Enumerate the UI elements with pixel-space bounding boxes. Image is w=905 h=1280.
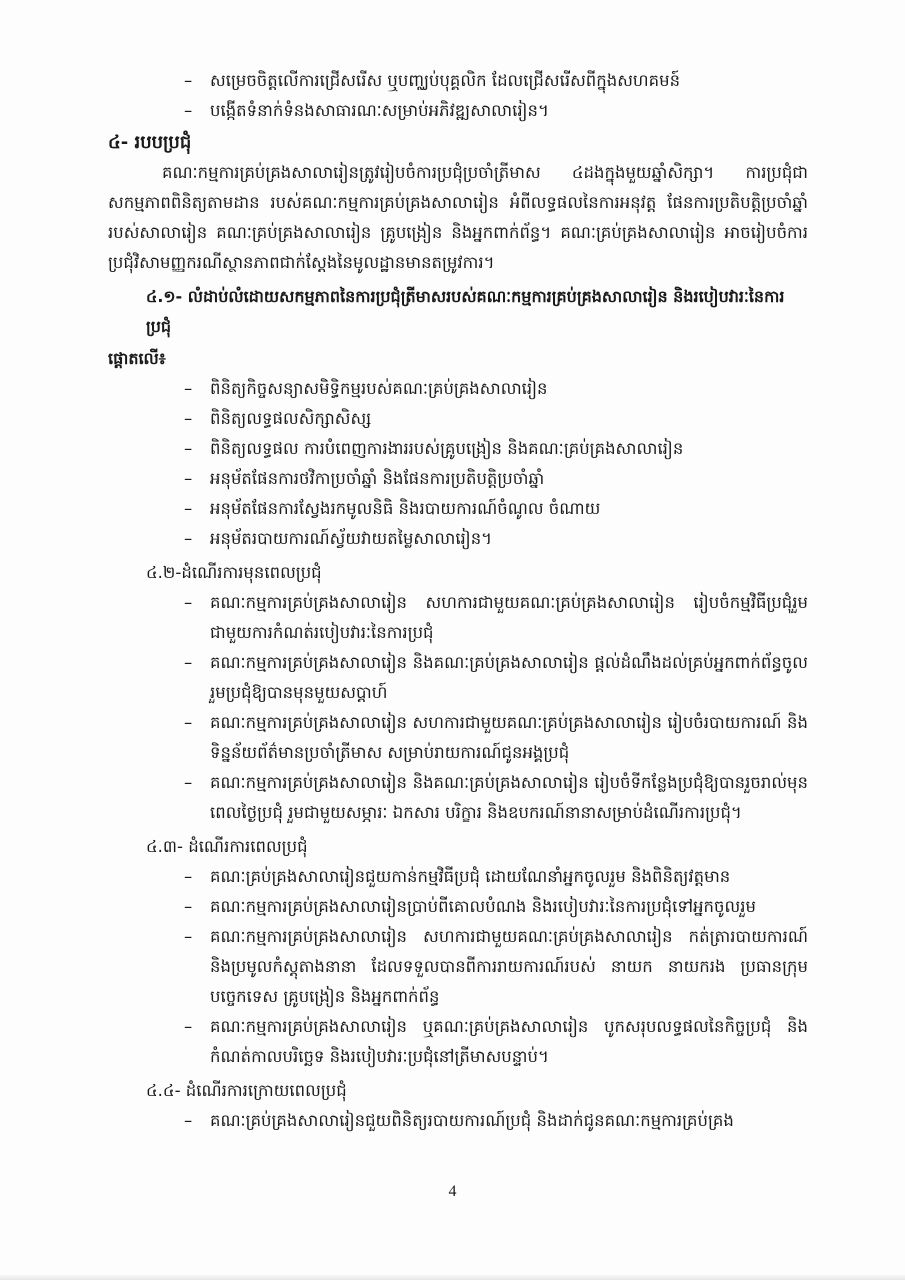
bullet-dash: – — [184, 867, 193, 886]
bullet-dash: – — [184, 1111, 193, 1130]
list-item-text: អនុម័តរបាយការណ៍ស្វ័យវាយតម្លៃសាលារៀន។ — [210, 529, 493, 548]
subsection-heading-continuation: ផ្តោតលើ៖ — [108, 349, 166, 368]
list-item-text: គណៈកម្មការគ្រប់គ្រងសាលារៀន សហការជាមួយគណៈគ្រប់គ្រងសាលារៀន រៀបចំរបាយការណ៍ និងទិន្នន័យព័ត៌មានប្រចាំត្រីមាស សម្រាប់រាយការណ៍ជូនអង្គប្រជុំ — [210, 713, 808, 762]
subsection-heading: ៤.៤- ដំណើរការក្រោយពេលប្រជុំ — [146, 1081, 347, 1100]
section-paragraph: គណៈកម្មការគ្រប់គ្រងសាលារៀនត្រូវរៀបចំការប្រជុំប្រចាំត្រីមាស ៤ដងក្នុងមួយឆ្នាំសិក្សា។ ការប្រជុំជាសកម្មភាពពិនិត្យតាមដាន របស់គណៈកម្មការគ្រប់គ្រងសាលារៀន អំពីលទ្ធផលនៃការអនុវត្ត ផែនការប្រតិបត្តិប្រចាំឆ្នាំរបស់សាលារៀន គណៈគ្រប់គ្រងសាលារៀន គ្រូបង្រៀន និងអ្នកពាក់ព័ន្ធ។ គណៈគ្រប់គ្រងសាលារៀន អាចរៀបចំការប្រជុំវិសាមញ្ញករណីស្ថានភាពជាក់ស្តែងនៃមូលដ្ឋានមានតម្រូវការ។ — [108, 163, 808, 272]
subsection-heading: ៤.២-ដំណើរការមុនពេលប្រជុំ — [146, 563, 322, 582]
list-item — [108, 524, 808, 554]
bullet-dash: – — [184, 529, 193, 548]
bullet-dash: – — [184, 897, 193, 916]
list-item-text: គណៈកម្មការគ្រប់គ្រងសាលារៀនប្រាប់ពីគោលបំណង និងរបៀបវារៈនៃការប្រជុំទៅអ្នកចូលរួម — [210, 897, 756, 916]
bullet-dash: – — [184, 499, 193, 518]
bullet-dash: – — [184, 101, 193, 120]
list-item — [108, 708, 808, 768]
bullet-dash: – — [184, 469, 193, 488]
list-item — [108, 434, 808, 464]
bullet-dash: – — [184, 653, 193, 672]
bullet-dash: – — [184, 773, 193, 792]
bullet-dash: – — [184, 71, 193, 90]
page-number: 4 — [448, 1183, 457, 1200]
subsection-heading: ៤.៣- ដំណើរការពេលប្រជុំ — [146, 837, 308, 856]
list-item — [108, 96, 808, 126]
bullet-dash: – — [184, 927, 193, 946]
list-item — [108, 494, 808, 524]
list-item-text: គណៈកម្មការគ្រប់គ្រងសាលារៀន សហការជាមួយគណៈគ្រប់គ្រងសាលារៀន កត់ត្រារបាយការណ៍ និងប្រមូលកំស្តុតាងនានា ដែលទទួលបានពីការរាយការណ៍របស់ នាយក នាយករង ប្រធានក្រុមបច្ចេកទេស គ្រូបង្រៀន និងអ្នកពាក់ព័ន្ធ — [210, 927, 808, 1006]
list-item — [108, 374, 808, 404]
bullet-dash: – — [184, 713, 193, 732]
list-item-text: បង្កើតទំនាក់ទំនងសាធារណៈសម្រាប់អភិវឌ្ឍសាលារៀន។ — [210, 101, 549, 120]
scan-edge — [0, 1274, 905, 1280]
list-item — [108, 1012, 808, 1072]
bullet-dash: – — [184, 593, 193, 612]
list-item-text: គណៈកម្មការគ្រប់គ្រងសាលារៀន និងគណៈគ្រប់គ្រងសាលារៀន ផ្តល់ដំណឹងដល់គ្រប់អ្នកពាក់ព័ន្ធចូលរួមប្រជុំឱ្យបានមុនមួយសប្តាហ៍ — [210, 653, 808, 702]
list-item-text: គណៈកម្មការគ្រប់គ្រងសាលារៀន ឬគណៈគ្រប់គ្រងសាលារៀន បូកសរុបលទ្ធផលនៃកិច្ចប្រជុំ និងកំណត់កាលបរិច្ឆេទ និងរបៀបវារៈប្រជុំនៅត្រីមាសបន្ទាប់។ — [210, 1017, 808, 1066]
bullet-dash: – — [184, 439, 193, 458]
list-item-text: គណៈកម្មការគ្រប់គ្រងសាលារៀន និងគណៈគ្រប់គ្រងសាលារៀន រៀបចំទីកន្លែងប្រជុំឱ្យបានរួចរាល់មុនពេលថ្ងៃប្រជុំ រួមជាមួយសម្ភារៈ ឯកសារ បរិក្ខារ និងឧបករណ៍នានាសម្រាប់ដំណើរការប្រជុំ។ — [210, 773, 808, 822]
list-item-text: គណៈកម្មការគ្រប់គ្រងសាលារៀន សហការជាមួយគណៈគ្រប់គ្រងសាលារៀន រៀបចំកម្មវិធីប្រជុំរួមជាមួយការកំណត់របៀបវារៈនៃការប្រជុំ — [210, 593, 808, 642]
subsection-heading: ៤.១- លំដាប់លំដោយសកម្មភាពនៃការប្រជុំត្រីមាសរបស់គណៈកម្មការគ្រប់គ្រងសាលារៀន និងរបៀបវារៈនៃការប្រជុំ — [146, 287, 785, 336]
list-item — [108, 862, 808, 892]
list-item — [108, 892, 808, 922]
list-item — [108, 464, 808, 494]
list-item-text: អនុម័តផែនការថវិកាប្រចាំឆ្នាំ និងផែនការប្រតិបត្តិប្រចាំឆ្នាំ — [210, 469, 545, 488]
list-item-text: សម្រេចចិត្តលើការជ្រើសរើស ឬបញ្ឈប់បុគ្គលិក ដែលជ្រើសរើសពីក្នុងសហគមន៍ — [210, 71, 681, 90]
list-item-text: ពិនិត្យលទ្ធផល ការបំពេញការងាររបស់គ្រូបង្រៀន និងគណៈគ្រប់គ្រងសាលារៀន — [210, 439, 684, 458]
list-item — [108, 1106, 808, 1136]
bullet-dash: – — [184, 379, 193, 398]
list-item-text: គណៈគ្រប់គ្រងសាលារៀនជួយកាន់កម្មវិធីប្រជុំ ដោយណែនាំអ្នកចូលរួម និងពិនិត្យវត្តមាន — [210, 867, 731, 886]
list-item — [108, 648, 808, 708]
list-item — [108, 404, 808, 434]
list-item-text: ពិនិត្យកិច្ចសន្យាសមិទ្ធិកម្មរបស់គណៈគ្រប់គ្រងសាលារៀន — [210, 379, 548, 398]
list-item-text: ពិនិត្យលទ្ធផលសិក្សាសិស្ស — [210, 409, 372, 428]
list-item — [108, 66, 808, 96]
list-item — [108, 588, 808, 648]
list-item — [108, 922, 808, 1012]
bullet-dash: – — [184, 1017, 193, 1036]
page-content — [108, 66, 808, 1136]
section-heading: ៤- របបប្រជុំ — [108, 132, 192, 153]
list-item — [108, 768, 808, 828]
bullet-dash: – — [184, 409, 193, 428]
list-item-text: អនុម័តផែនការស្វែងរកមូលនិធិ និងរបាយការណ៍ចំណូល ចំណាយ — [210, 499, 601, 518]
list-item-text: គណៈគ្រប់គ្រងសាលារៀនជួយពិនិត្យរបាយការណ៍ប្រជុំ និងដាក់ជូនគណៈកម្មការគ្រប់គ្រង — [210, 1111, 734, 1130]
